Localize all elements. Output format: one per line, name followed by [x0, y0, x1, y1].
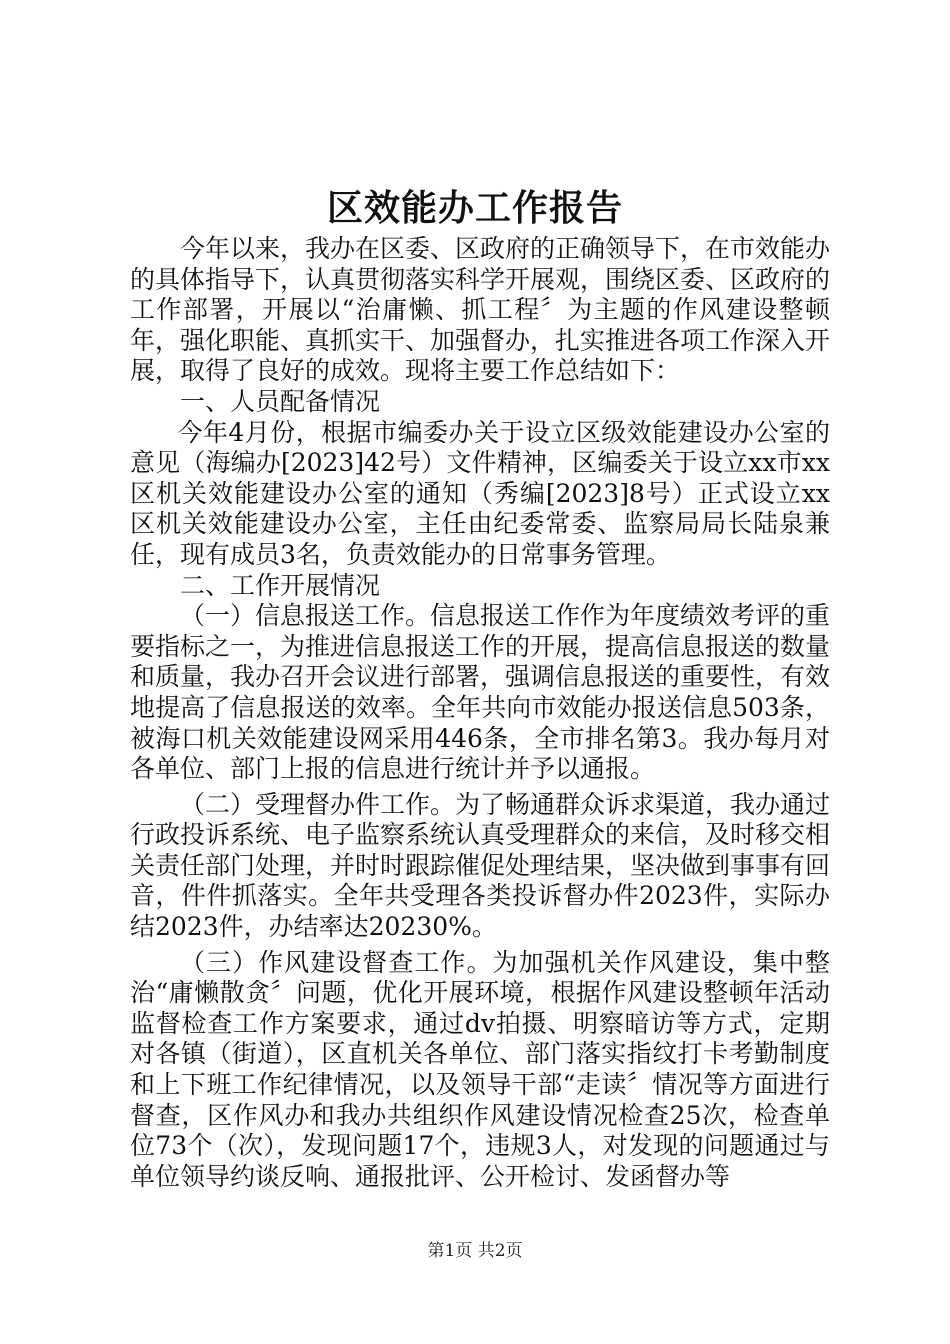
- intro-paragraph: 今年以来，我办在区委、区政府的正确领导下，在市效能办的具体指导下，认真贯彻落实科学开展观，围绕区委、区政府的工作部署，开展以“治庸懒、抓工程〞为主题的作风建设整顿年，强化职能、真抓实干、加强督办，扎实推进各项工作深入开展，取得了良好的成效。现将主要工作总结如下：: [130, 234, 831, 386]
- staffing-paragraph: 今年4月份，根据市编委办关于设立区级效能建设办公室的意见（海编办[2023]42号）文件精神，区编委关于设立xx市xx区机关效能建设办公室的通知（秀编[2023]8号）正式设立xx区机关效能建设办公室，主任由纪委常委、监察局局长陆泉兼任，现有成员3名，负责效能办的日常事务管理。: [130, 417, 830, 569]
- section-heading-work: 二、工作开展情况: [180, 570, 381, 600]
- style-inspection-paragraph: （三）作风建设督查工作。为加强机关作风建设，集中整治“庸懒散贪〞问题，优化开展环境，根据作风建设整顿年活动监督检查工作方案要求，通过dv拍摄、明察暗访等方式，定期对各镇（街道），区直机关各单位、部门落实指纹打卡考勤制度和上下班工作纪律情况，以及领导干部“走读〞情况等方面进行督查，区作风办和我办共组织作风建设情况检查25次，检查单位73个（次），发现问题17个，违规3人，对发现的问题通过与单位领导约谈反响、通报批评、公开检讨、发函督办等: [130, 947, 830, 1191]
- complaint-handling-paragraph: （二）受理督办件工作。为了畅通群众诉求渠道，我办通过行政投诉系统、电子监察系统认真受理群众的来信，及时移交相关责任部门处理，并时时跟踪催促处理结果，坚决做到事事有回音，件件抓落实。全年共受理各类投诉督办件2023件，实际办结2023件，办结率达20230%。: [130, 789, 831, 942]
- section-heading-staffing: 一、人员配备情况: [180, 386, 381, 416]
- page-number-footer: 第1页 共2页: [427, 1241, 523, 1261]
- page-title: 区效能办工作报告: [326, 187, 623, 229]
- document-body: [130, 234, 830, 1192]
- info-reporting-paragraph: （一）信息报送工作。信息报送工作作为年度绩效考评的重要指标之一，为推进信息报送工作的开展，提高信息报送的数量和质量，我办召开会议进行部署，强调信息报送的重要性，有效地提高了信息报送的效率。全年共向市效能办报送信息503条，被海口机关效能建设网采用446条，全市排名第3。我办每月对各单位、部门上报的信息进行统计并予以通报。: [130, 601, 831, 784]
